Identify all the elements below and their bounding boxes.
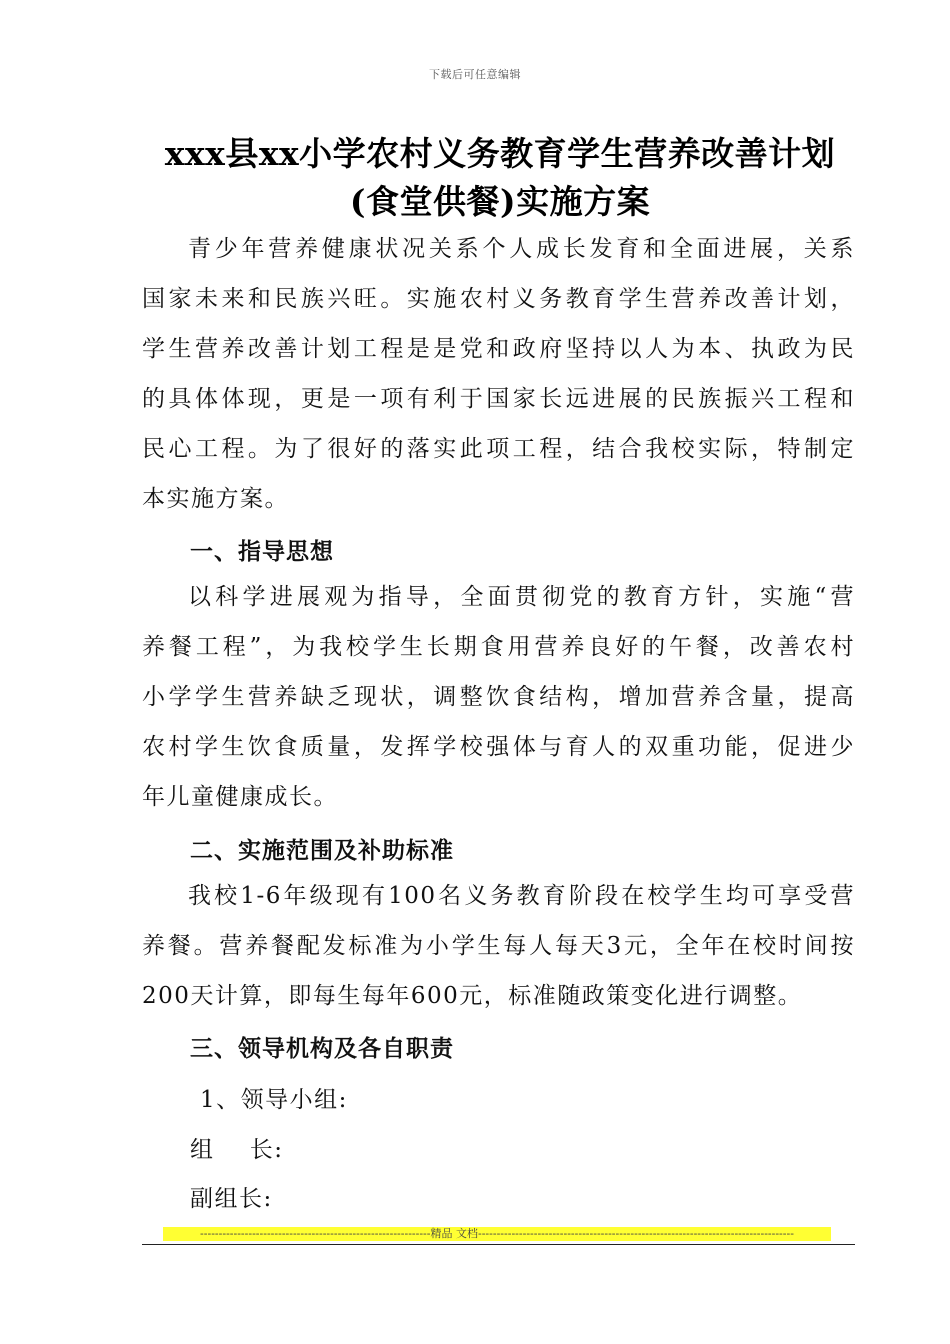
- intro-line: 学生营养改善计划工程是是党和政府坚持以人为本、执政为民: [142, 336, 855, 362]
- section-1-paragraph: [142, 572, 855, 822]
- section-1-line: 农村学生饮食质量，发挥学校强体与育人的双重功能，促进少: [142, 734, 855, 760]
- footer-dashes-right: -------------------------------------------------------------------------------------: [478, 1227, 794, 1240]
- section-1-line: 年儿童健康成长。: [142, 784, 338, 810]
- leadership-group-label: 1、领导小组:: [200, 1087, 348, 1113]
- header-note: 下载后可任意编辑: [429, 68, 521, 81]
- group-leader-label: 组 长:: [190, 1137, 284, 1163]
- deputy-leader-label: 副组长:: [190, 1186, 273, 1212]
- section-2-line: 养餐。营养餐配发标准为小学生每人每天3元，全年在校时间按: [142, 933, 855, 959]
- intro-line: 的具体体现，更是一项有利于国家长远进展的民族振兴工程和: [142, 386, 855, 412]
- document-title-line-2: (食堂供餐)实施方案: [349, 182, 651, 221]
- section-1-heading: 一、指导思想: [190, 539, 334, 565]
- section-2-line: 200天计算，即每生每年600元，标准随政策变化进行调整。: [142, 983, 803, 1009]
- footer-banner: [163, 1227, 831, 1241]
- intro-paragraph: [142, 224, 855, 524]
- footer-label: 精品 文档: [430, 1227, 478, 1240]
- section-1-line: 小学学生营养缺乏现状，调整饮食结构，增加营养含量，提高: [142, 684, 855, 710]
- section-2-heading: 二、实施范围及补助标准: [190, 838, 454, 864]
- section-1-line: 以科学进展观为指导，全面贯彻党的教育方针，实施“营: [188, 584, 855, 610]
- intro-line: 国家未来和民族兴旺。实施农村义务教育学生营养改善计划，: [142, 286, 855, 312]
- intro-line: 民心工程。为了很好的落实此项工程，结合我校实际，特制定: [142, 436, 855, 462]
- section-2-paragraph: [142, 871, 855, 1021]
- footer-dashes-left: --------------------------------------------------------------: [200, 1227, 431, 1240]
- section-1-line: 养餐工程”，为我校学生长期食用营养良好的午餐，改善农村: [142, 634, 855, 660]
- section-2-line: 我校1-6年级现有100名义务教育阶段在校学生均可享受营: [188, 883, 855, 909]
- intro-line: 本实施方案。: [142, 486, 289, 512]
- footer-divider: [142, 1244, 855, 1245]
- intro-line: 青少年营养健康状况关系个人成长发育和全面进展，关系: [188, 236, 855, 262]
- section-3-heading: 三、领导机构及各自职责: [190, 1036, 454, 1062]
- document-title-line-1: xxx县xx小学农村义务教育学生营养改善计划: [164, 134, 836, 173]
